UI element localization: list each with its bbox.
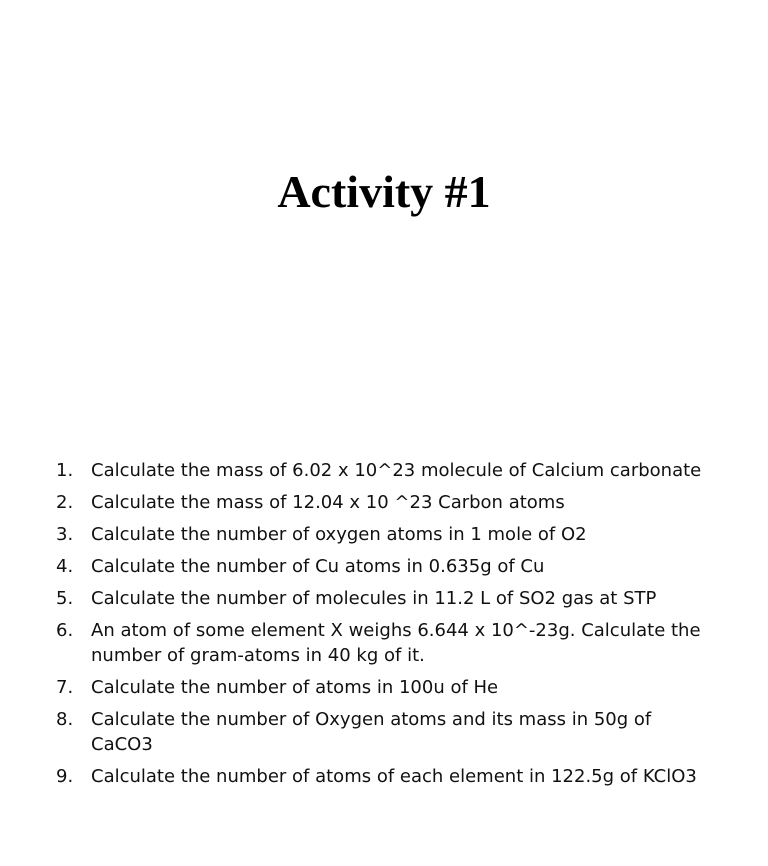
list-item-number: 7. — [56, 677, 74, 698]
list-item-number: 2. — [56, 492, 74, 513]
question-list — [56, 458, 716, 796]
list-item-text: Calculate the number of molecules in 11.2 L of SO2 gas at STP — [91, 588, 657, 609]
list-item-text: Calculate the number of Oxygen atoms and its mass in 50g of CaCO3 — [91, 709, 652, 755]
list-item-text: Calculate the number of oxygen atoms in 1 mole of O2 — [91, 524, 587, 545]
list-item-number: 6. — [56, 620, 74, 641]
list-item-text: Calculate the mass of 12.04 x 10 ^23 Carbon atoms — [91, 492, 565, 513]
list-item — [56, 707, 716, 757]
list-item-text: Calculate the mass of 6.02 x 10^23 molecule of Calcium carbonate — [91, 460, 702, 481]
list-item-number: 3. — [56, 524, 74, 545]
list-item-text: An atom of some element X weighs 6.644 x 10^-23g. Calculate the number of gram-atoms in 40 kg of it. — [91, 620, 701, 666]
list-item — [56, 522, 716, 547]
page-title: Activity #1 — [277, 166, 491, 217]
list-item-number: 5. — [56, 588, 74, 609]
list-item — [56, 554, 716, 579]
list-item-text: Calculate the number of Cu atoms in 0.635g of Cu — [91, 556, 545, 577]
list-item-text: Calculate the number of atoms of each element in 122.5g of KClO3 — [91, 766, 697, 787]
list-item-text: Calculate the number of atoms in 100u of He — [91, 677, 499, 698]
list-item — [56, 675, 716, 700]
list-item — [56, 458, 716, 483]
list-item — [56, 618, 716, 668]
list-item — [56, 764, 716, 789]
list-item-number: 1. — [56, 460, 74, 481]
list-item-number: 4. — [56, 556, 74, 577]
list-item — [56, 490, 716, 515]
list-item-number: 9. — [56, 766, 74, 787]
list-item-number: 8. — [56, 709, 74, 730]
list-item — [56, 586, 716, 611]
